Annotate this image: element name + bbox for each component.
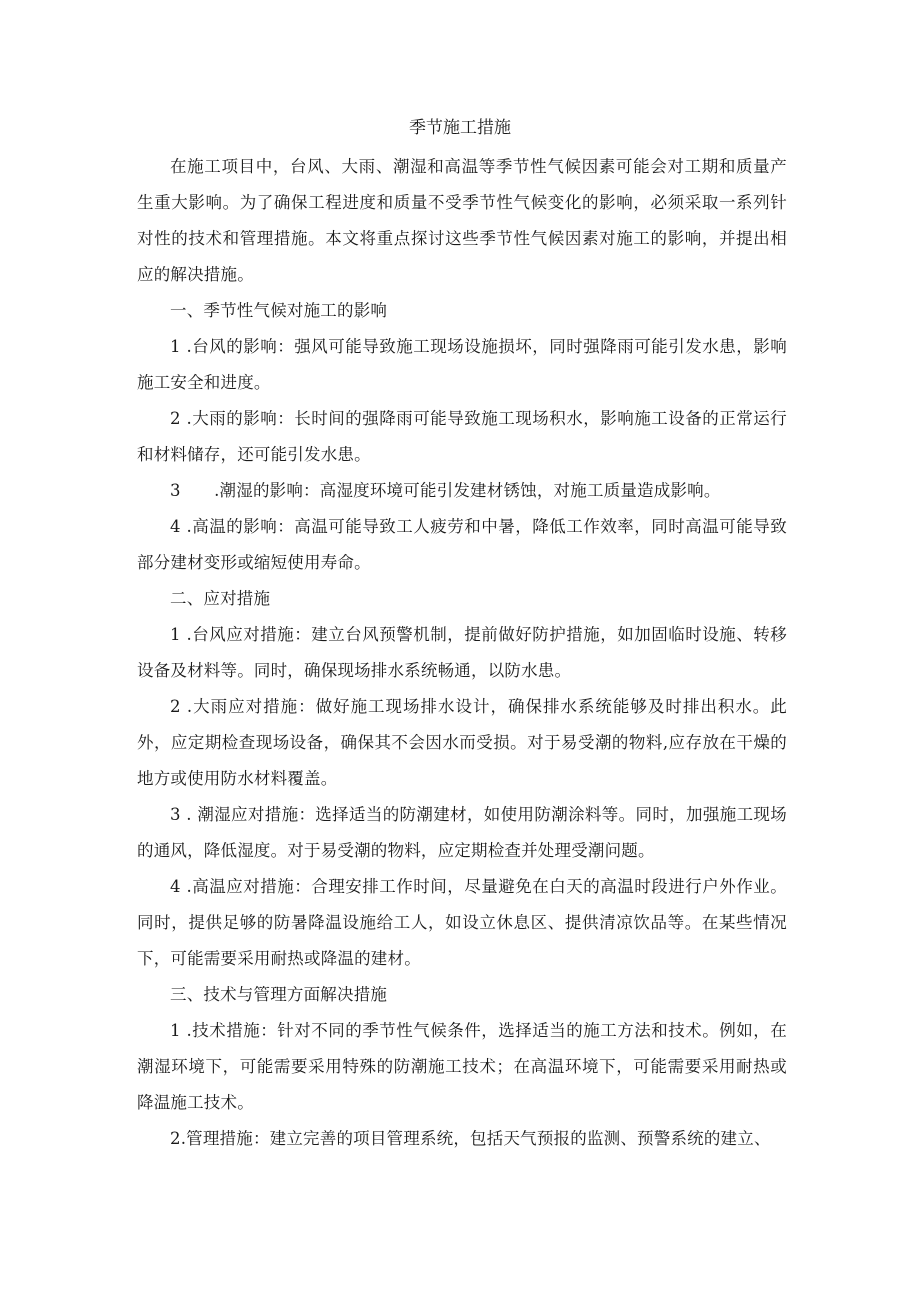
paragraph-technical-measures: 1 .技术措施：针对不同的季节性气候条件，选择适当的施工方法和技术。例如，在潮湿环境下，可能需要采用特殊的防潮施工技术；在高温环境下，可能需要采用耐热或降温施工技术。 xyxy=(137,1021,787,1112)
paragraph-typhoon-impact: 1 .台风的影响：强风可能导致施工现场设施损坏，同时强降雨可能引发水患，影响施工安全和进度。 xyxy=(137,337,787,392)
paragraph-humidity-impact: 3 .潮湿的影响：高湿度环境可能引发建材锈蚀，对施工质量造成影响。 xyxy=(170,481,721,500)
paragraph-rain-impact: 2 .大雨的影响：长时间的强降雨可能导致施工现场积水，影响施工设备的正常运行和材料储存，还可能引发水患。 xyxy=(137,409,787,464)
paragraph-heat-impact: 4 .高温的影响：高温可能导致工人疲劳和中暑，降低工作效率，同时高温可能导致部分建材变形或缩短使用寿命。 xyxy=(137,517,787,572)
document-title: 季节施工措施 xyxy=(409,118,511,138)
intro-paragraph: 在施工项目中，台风、大雨、潮湿和高温等季节性气候因素可能会对工期和质量产生重大影响。为了确保工程进度和质量不受季节性气候变化的影响，必须采取一系列针对性的技术和管理措施。本文将重点探讨这些季节性气候因素对施工的影响，并提出相应的解决措施。 xyxy=(137,157,787,284)
paragraph-rain-measures: 2 .大雨应对措施：做好施工现场排水设计，确保排水系统能够及时排出积水。此外，应定期检查现场设备，确保其不会因水而受损。对于易受潮的物料,应存放在干燥的地方或使用防水材料覆盖。 xyxy=(137,697,787,788)
paragraph-humidity-measures: 3 . 潮湿应对措施：选择适当的防潮建材，如使用防潮涂料等。同时，加强施工现场的通风，降低湿度。对于易受潮的物料，应定期检查并处理受潮问题。 xyxy=(137,805,787,860)
paragraph-heat-measures: 4 .高温应对措施：合理安排工作时间，尽量避免在白天的高温时段进行户外作业。同时，提供足够的防暑降温设施给工人，如设立休息区、提供清凉饮品等。在某些情况下，可能需要采用耐热或降温的建材。 xyxy=(137,877,787,968)
document-body xyxy=(137,149,787,1157)
section-heading-1: 一、季节性气候对施工的影响 xyxy=(170,301,388,320)
section-heading-3: 三、技术与管理方面解决措施 xyxy=(170,985,388,1004)
paragraph-management-measures: 2.管理措施：建立完善的项目管理系统，包括天气预报的监测、预警系统的建立、 xyxy=(170,1129,771,1148)
section-heading-2: 二、应对措施 xyxy=(170,589,271,608)
paragraph-typhoon-measures: 1 .台风应对措施：建立台风预警机制，提前做好防护措施，如加固临时设施、转移设备及材料等。同时，确保现场排水系统畅通，以防水患。 xyxy=(137,625,787,680)
